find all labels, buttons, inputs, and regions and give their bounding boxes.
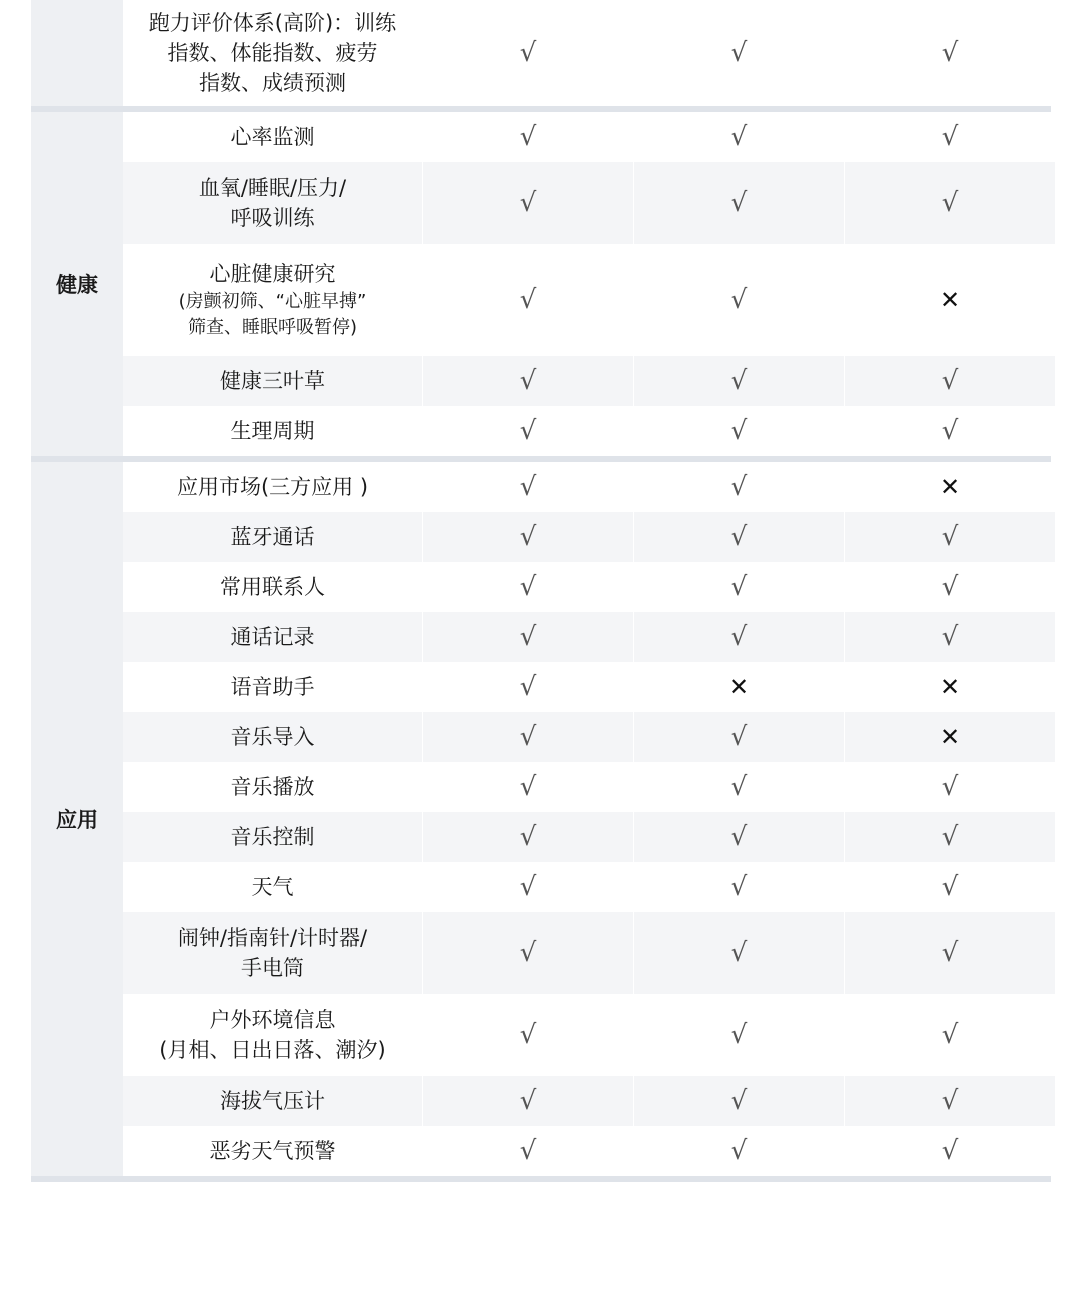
feature-name (123, 244, 422, 356)
table-row (123, 244, 1055, 356)
check-icon: √ (634, 462, 844, 512)
check-icon: √ (634, 512, 844, 562)
table-group (31, 0, 1051, 106)
table-group (31, 456, 1051, 1182)
check-icon: √ (845, 162, 1055, 244)
check-icon: √ (845, 512, 1055, 562)
table-row (123, 712, 1055, 762)
check-icon: √ (423, 662, 633, 712)
check-icon: √ (423, 162, 633, 244)
table-row (123, 994, 1055, 1076)
table-row (123, 112, 1055, 162)
feature-name (123, 662, 422, 712)
feature-line: 手电筒 (240, 956, 304, 980)
cross-icon: ✕ (845, 244, 1055, 356)
check-icon: √ (423, 612, 633, 662)
table-row (123, 912, 1055, 994)
feature-line: 天气 (251, 875, 294, 899)
feature-name (123, 1076, 422, 1126)
table-row (123, 812, 1055, 862)
feature-line: 闹钟/指南针/计时器/ (177, 926, 368, 950)
feature-line: 跑力评价体系(高阶)：训练 (148, 11, 397, 35)
feature-line: 呼吸训练 (230, 206, 315, 230)
feature-line: 海拔气压计 (220, 1089, 325, 1113)
group-label: 健康 (56, 273, 98, 297)
feature-line: 恶劣天气预警 (209, 1139, 336, 1163)
check-icon: √ (634, 862, 844, 912)
check-icon: √ (845, 112, 1055, 162)
feature-line: 指数、成绩预测 (198, 71, 346, 95)
table-row (123, 762, 1055, 812)
table-row (123, 662, 1055, 712)
feature-line: 音乐控制 (230, 825, 315, 849)
check-icon: √ (845, 912, 1055, 994)
feature-name (123, 1126, 422, 1176)
check-icon: √ (423, 406, 633, 456)
feature-line: 血氧/睡眠/压力/ (198, 176, 347, 200)
table-row (123, 1076, 1055, 1126)
feature-name (123, 462, 422, 512)
check-icon: √ (634, 912, 844, 994)
check-icon: √ (845, 762, 1055, 812)
check-icon: √ (634, 244, 844, 356)
cross-icon: ✕ (845, 662, 1055, 712)
check-icon: √ (423, 862, 633, 912)
table-row (123, 462, 1055, 512)
check-icon: √ (423, 562, 633, 612)
check-icon: √ (845, 862, 1055, 912)
check-icon: √ (634, 112, 844, 162)
check-icon: √ (423, 912, 633, 994)
check-icon: √ (845, 406, 1055, 456)
table-row (123, 512, 1055, 562)
table-row (123, 0, 1055, 106)
check-icon: √ (634, 994, 844, 1076)
check-icon: √ (423, 112, 633, 162)
feature-name (123, 0, 422, 106)
feature-name (123, 612, 422, 662)
feature-line: 筛查、睡眠呼吸暂停) (187, 317, 358, 338)
comparison-table (31, 0, 1051, 1182)
check-icon: √ (423, 812, 633, 862)
check-icon: √ (845, 1076, 1055, 1126)
check-icon: √ (423, 462, 633, 512)
check-icon: √ (634, 0, 844, 106)
feature-line: 心率监测 (230, 125, 315, 149)
check-icon: √ (845, 562, 1055, 612)
table-row (123, 862, 1055, 912)
feature-name (123, 762, 422, 812)
feature-name (123, 356, 422, 406)
feature-name (123, 862, 422, 912)
check-icon: √ (423, 712, 633, 762)
feature-line: 应用市场(三方应用 ) (176, 475, 369, 499)
feature-name (123, 512, 422, 562)
check-icon: √ (845, 356, 1055, 406)
feature-line: 音乐播放 (230, 775, 315, 799)
check-icon: √ (423, 0, 633, 106)
group-label: 应用 (56, 808, 98, 832)
feature-name (123, 912, 422, 994)
feature-line: (房颤初筛、“心脏早搏” (178, 291, 367, 312)
feature-line: (月相、日出日落、潮汐) (159, 1038, 386, 1062)
feature-name (123, 406, 422, 456)
table-row (123, 1126, 1055, 1176)
check-icon: √ (423, 762, 633, 812)
check-icon: √ (423, 994, 633, 1076)
table-row (123, 162, 1055, 244)
cross-icon: ✕ (634, 662, 844, 712)
check-icon: √ (845, 994, 1055, 1076)
table-row (123, 562, 1055, 612)
check-icon: √ (634, 812, 844, 862)
check-icon: √ (423, 1076, 633, 1126)
feature-line: 心脏健康研究 (209, 262, 336, 286)
check-icon: √ (423, 1126, 633, 1176)
table-row (123, 356, 1055, 406)
check-icon: √ (845, 612, 1055, 662)
feature-name (123, 162, 422, 244)
group-label (31, 0, 123, 106)
check-icon: √ (845, 0, 1055, 106)
check-icon: √ (423, 244, 633, 356)
table-group (31, 106, 1051, 456)
check-icon: √ (634, 612, 844, 662)
feature-line: 音乐导入 (230, 725, 315, 749)
check-icon: √ (634, 562, 844, 612)
feature-line: 语音助手 (230, 675, 315, 699)
cross-icon: ✕ (845, 712, 1055, 762)
feature-name (123, 112, 422, 162)
feature-line: 指数、体能指数、疲劳 (167, 41, 378, 65)
cross-icon: ✕ (845, 462, 1055, 512)
feature-line: 通话记录 (230, 625, 315, 649)
feature-name (123, 562, 422, 612)
feature-name (123, 994, 422, 1076)
check-icon: √ (634, 712, 844, 762)
feature-line: 健康三叶草 (220, 369, 325, 393)
feature-name (123, 712, 422, 762)
feature-line: 蓝牙通话 (230, 525, 315, 549)
feature-line: 户外环境信息 (209, 1008, 336, 1032)
feature-line: 生理周期 (230, 419, 315, 443)
table-row (123, 612, 1055, 662)
check-icon: √ (634, 406, 844, 456)
check-icon: √ (423, 356, 633, 406)
table-row (123, 406, 1055, 456)
check-icon: √ (845, 1126, 1055, 1176)
check-icon: √ (634, 356, 844, 406)
check-icon: √ (634, 762, 844, 812)
check-icon: √ (634, 1126, 844, 1176)
check-icon: √ (845, 812, 1055, 862)
check-icon: √ (423, 512, 633, 562)
check-icon: √ (634, 162, 844, 244)
feature-line: 常用联系人 (220, 575, 325, 599)
check-icon: √ (634, 1076, 844, 1126)
feature-name (123, 812, 422, 862)
